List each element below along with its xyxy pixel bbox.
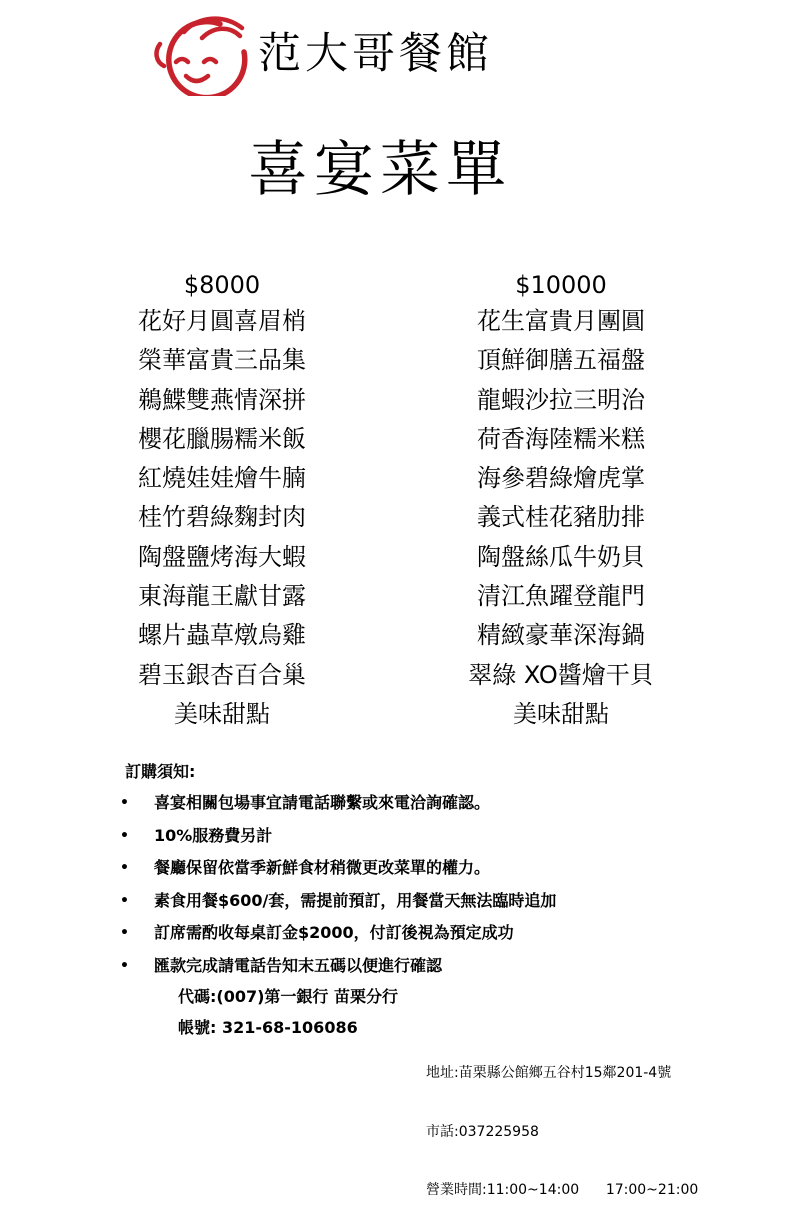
logo-smile [186,76,208,81]
bullet-icon: • [120,827,129,844]
phone: 市話:037225958 [426,1123,539,1140]
bullet-icon: • [120,860,129,876]
bank-account: 帳號: 321-68-106086 [178,1018,358,1037]
notice-heading: 訂購須知: [125,762,196,781]
dish-item: 義式桂花豬肋排 [477,503,645,532]
notice-item [120,885,680,918]
bullet-icon: • [120,925,129,941]
bullet-icon: • [120,795,129,811]
dish-item: 龍蝦沙拉三明治 [477,385,645,414]
dish-item: 花生富貴月團圓 [477,307,645,335]
notice-text: 10%服務費另計 [154,825,273,845]
dish-item: 桂竹碧綠麴封肉 [138,503,306,532]
notice-item [120,820,680,853]
restaurant-name: 范大哥餐館 [258,29,493,79]
logo-eye-left [176,59,188,62]
dish-item: 頂鮮御膳五福盤 [477,346,645,375]
dish-item: 荷香海陸糯米糕 [477,424,645,453]
logo-cheek-left [157,44,164,66]
bullet-icon: • [120,957,129,974]
notice-item [120,787,680,820]
notice-text: 喜宴相關包場事宜請電話聯繫或來電洽詢確認。 [154,793,491,812]
dish-item: 鵜鰈雙燕情深拼 [138,385,306,414]
dish-item: 翠綠 XO醬燴干貝 [468,660,654,689]
dish-item: 海參碧綠燴虎掌 [477,464,645,493]
dish-item: 碧玉銀杏百合巢 [138,660,306,689]
dish-item: 櫻花臘腸糯米飯 [138,424,306,453]
smiley-logo-icon [154,8,250,96]
dish-item: 陶盤鹽烤海大蝦 [138,542,306,571]
notice-text: 匯款完成請電話告知末五碼以便進行確認 [154,955,443,975]
dish-item: 清江魚躍登龍門 [477,582,645,611]
dish-item: 美味甜點 [513,699,609,728]
notice-text: 素食用餐$600/套，需提前預訂，用餐當天無法臨時追加 [154,890,557,910]
notice-text: 訂席需酌收每桌訂金$2000，付訂後視為預定成功 [154,923,514,942]
dish-item: 美味甜點 [174,699,270,728]
logo-mark [154,8,250,96]
dish-item: 東海龍王獻甘露 [138,582,306,611]
dish-item: 紅燒娃娃燴牛腩 [138,464,306,493]
business-hours: 營業時間:11:00~14:00 17:00~21:00 [426,1182,699,1198]
notice-text: 餐廳保留依當季新鮮食材稍微更改菜單的權力。 [154,858,491,877]
dish-item: 榮華富貴三品集 [138,346,306,375]
bank-code: 代碼:(007)第一銀行 苗栗分行 [178,987,398,1006]
price-10000: $10000 [515,271,607,299]
notice-item [120,852,680,885]
notice-item [120,917,680,950]
dish-item: 花好月圓喜眉梢 [138,307,306,335]
dish-item: 螺片蟲草燉烏雞 [138,621,306,650]
menu-column-8000 [110,268,334,734]
dish-item: 精緻豪華深海鍋 [477,621,645,650]
address: 地址:苗栗縣公館鄉五谷村15鄰201-4號 [426,1065,672,1081]
price-8000: $8000 [183,271,261,299]
notice-list [120,787,680,982]
menu-title: 喜宴菜單 [248,135,512,205]
bullet-icon: • [120,892,129,909]
notice-item [120,950,680,983]
menu-column-10000 [452,268,670,734]
dish-item: 陶盤絲瓜牛奶貝 [477,542,645,571]
logo-eye-right [204,59,216,62]
